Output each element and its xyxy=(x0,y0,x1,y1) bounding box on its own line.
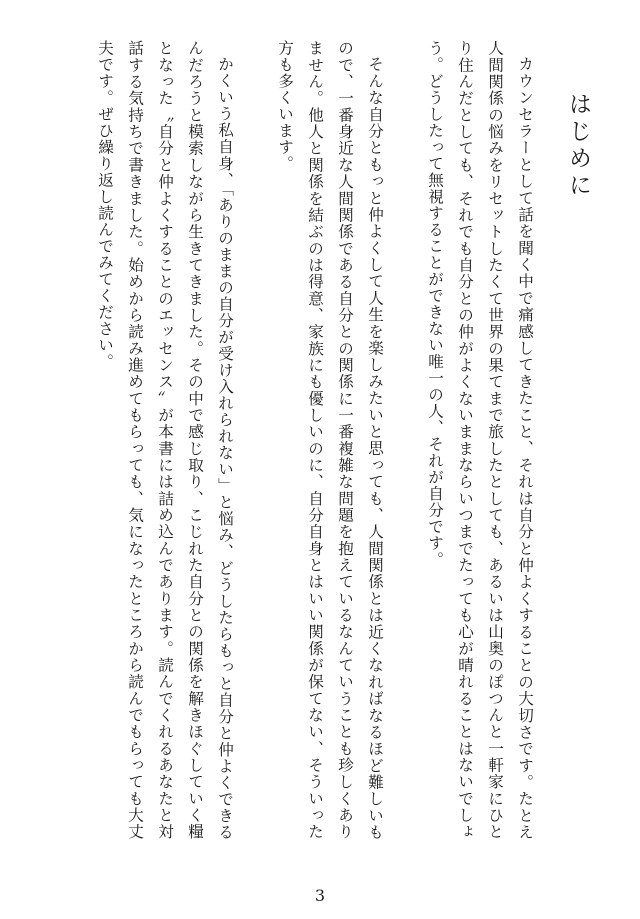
paragraph-2: そんな自分ともっと仲よくして人生を楽しみたいと思っても、人間関係とは近くなればなるほど難しいもので、一番身近な人間関係である自分との関係に一番複雑な問題を抱えているなんていうことも珍しくありません。他人と関係を結ぶのは得意、家族にも優しいのに、自分自身とはいい関係が保てない、そういった方も多くいます。 xyxy=(276,40,384,840)
paragraph-3: かくいう私自身、「ありのままの自分が受け入れられない」と悩み、どうしたらもっと自分と仲よくできるんだろうと模索しながら生きてきました。その中で感じ取り、こじれた自分との関係を解きほぐしていく糧となった〝自分と仲よくすることのエッセンス〟が本書には詰め込んであります。読んでくれるあなたと対話する気持ちで書きました。始めから読み進めてもらっても、気になったところから読んでもらっても大丈夫です。ぜひ繰り返し読んでみてください。 xyxy=(96,40,234,840)
body-text xyxy=(56,40,540,840)
page-title: はじめに xyxy=(565,92,591,200)
page-number: 3 xyxy=(314,886,326,905)
paragraph-1: カウンセラーとして話を聞く中で痛感してきたこと、それは自分と仲よくすることの大切さです。たとえ人間関係の悩みをリセットしたくて世界の果てまで旅したとしても、あるいは山奥のぽつんと一軒家にひとり住んだとしても、それでも自分との仲がよくないままならいつまでたっても心が晴れることはないでしょう。どうしたって無視することができない唯一の人、それが自分です。 xyxy=(426,40,534,840)
